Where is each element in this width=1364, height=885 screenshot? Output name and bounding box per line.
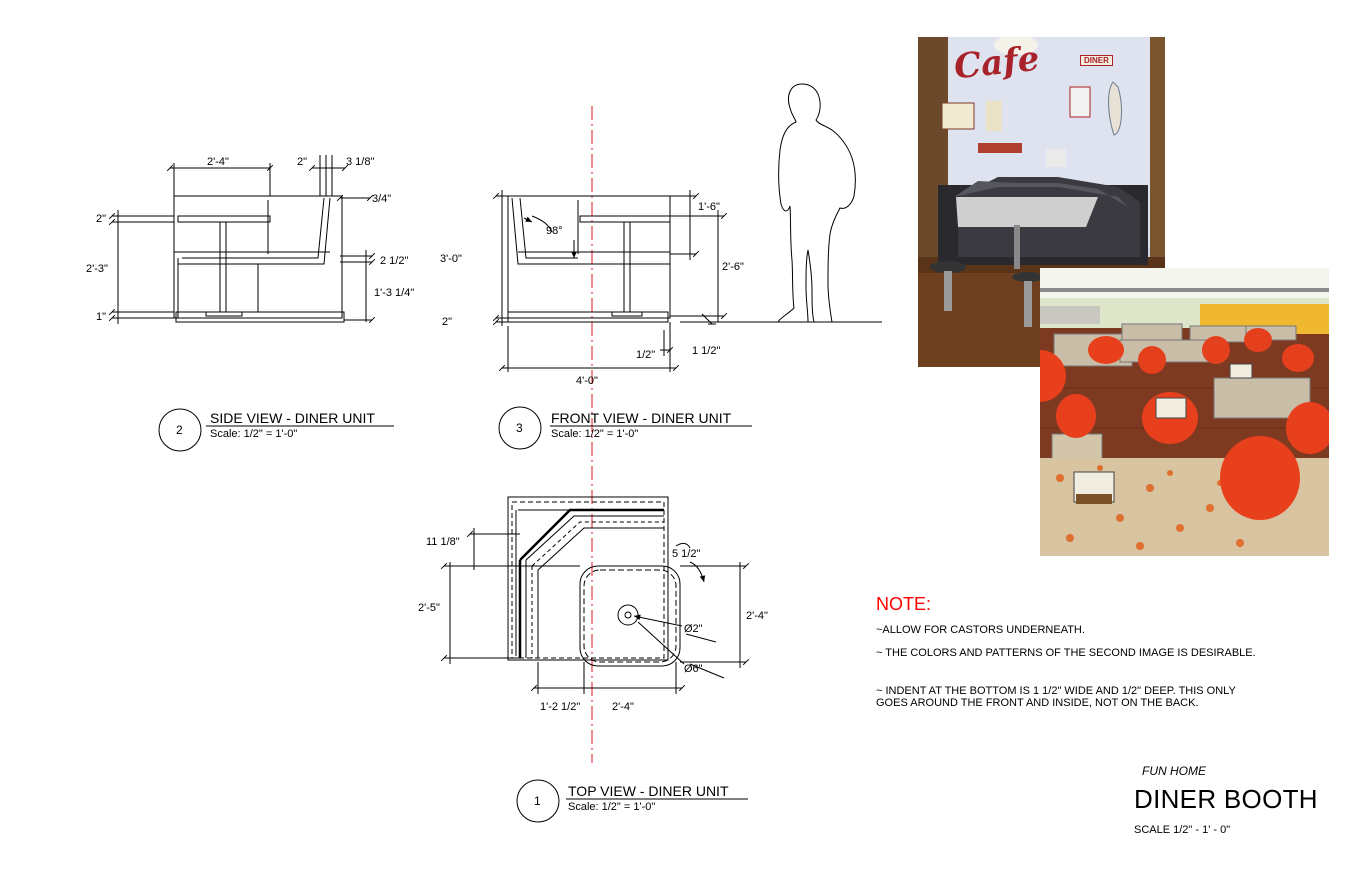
dim-front-1-1-2: 1 1/2"	[692, 345, 721, 357]
dim-front-angle: 98°	[546, 225, 563, 237]
photo-sign-cafe: Cafe	[952, 38, 1042, 88]
dim-side-3-1-8: 3 1/8"	[346, 156, 375, 168]
top-view-title: TOP VIEW - DINER UNIT	[568, 783, 729, 799]
note-item-colors: ~ THE COLORS AND PATTERNS OF THE SECOND IMAGE IS DESIRABLE.	[876, 647, 1256, 659]
dim-side-2in: 2"	[297, 156, 308, 168]
photo-sign-diner: DINER	[1080, 55, 1113, 66]
dim-front-4ft0: 4'-0"	[576, 375, 598, 387]
top-view-scale: Scale: 1/2" = 1'-0"	[568, 801, 656, 813]
dim-side-2-1-2: 2 1/2"	[380, 255, 409, 267]
front-view-drawing	[496, 190, 724, 372]
dim-side-2ft3: 2'-3"	[86, 263, 108, 275]
side-view-title: SIDE VIEW - DINER UNIT	[210, 410, 375, 426]
project-name: FUN HOME	[1142, 764, 1206, 778]
dim-front-3ft0: 3'-0"	[440, 253, 462, 265]
note-item-indent: ~ INDENT AT THE BOTTOM IS 1 1/2" WIDE AND 1/2" DEEP. THIS ONLY GOES AROUND THE FRONT AND INSIDE, NOT ON THE BACK.	[876, 685, 1236, 709]
front-view-scale: Scale: 1/2" = 1'-0"	[551, 428, 639, 440]
sheet-title: DINER BOOTH	[1134, 784, 1318, 814]
sheet-scale: SCALE 1/2" - 1' - 0"	[1134, 824, 1231, 836]
dim-top-dia6: Ø6"	[684, 663, 703, 675]
dim-top-2ft5: 2'-5"	[418, 602, 440, 614]
dim-side-2ft4: 2'-4"	[207, 156, 229, 168]
dim-side-2in-h: 2"	[96, 213, 107, 225]
dim-side-1in: 1"	[96, 311, 107, 323]
dim-top-1ft2-1-2: 1'-2 1/2"	[540, 701, 581, 713]
dim-side-3-4: 3/4"	[372, 193, 392, 205]
front-view-number: 3	[516, 421, 523, 435]
side-view-drawing	[112, 155, 375, 324]
dim-top-2ft4-h: 2'-4"	[612, 701, 634, 713]
dim-front-2in: 2"	[442, 316, 453, 328]
reference-photo-red-chairs	[1040, 268, 1329, 556]
dim-top-2ft4-v: 2'-4"	[746, 610, 768, 622]
dim-front-1-2: 1/2"	[636, 349, 656, 361]
front-view-title: FRONT VIEW - DINER UNIT	[551, 410, 732, 426]
side-view-number: 2	[176, 423, 183, 437]
side-view-scale: Scale: 1/2" = 1'-0"	[210, 428, 298, 440]
dim-top-5-1-2: 5 1/2"	[672, 548, 701, 560]
human-silhouette	[778, 84, 855, 322]
dim-side-1ft3-1-4: 1'-3 1/4"	[374, 287, 415, 299]
dim-top-dia2: Ø2"	[684, 623, 703, 635]
dim-top-11-1-8: 11 1/8"	[426, 536, 460, 548]
dim-front-1ft6: 1'-6"	[698, 201, 720, 213]
dim-front-2ft6: 2'-6"	[722, 261, 744, 273]
notes-heading: NOTE:	[876, 594, 932, 614]
note-item-castors: ~ALLOW FOR CASTORS UNDERNEATH.	[876, 624, 1085, 636]
top-view-number: 1	[534, 794, 541, 808]
